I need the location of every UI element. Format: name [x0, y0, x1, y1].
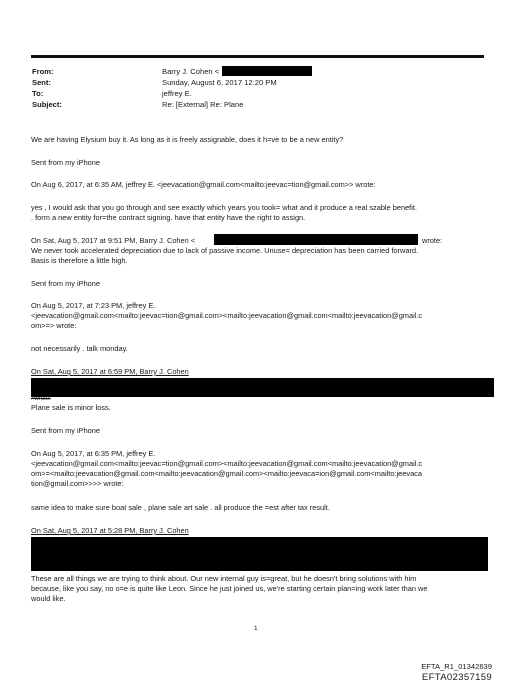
sent-value: Sunday, August 6, 2017 12:20 PM: [162, 78, 277, 87]
body-paragraph: not necessarily . talk monday.: [31, 344, 128, 353]
header-divider: [31, 55, 484, 58]
quote-header: On Aug 5, 2017, at 6:35 PM, jeffrey E.: [31, 449, 156, 458]
quote-header: On Aug 5, 2017, at 7:23 PM, jeffrey E.: [31, 301, 156, 310]
from-label: From:: [32, 67, 54, 76]
redaction-bar: [31, 378, 494, 397]
body-paragraph: These are all things we are trying to think about. Our new internal guy is=great, but he doesn't bring solutions with him: [31, 574, 417, 583]
body-paragraph: We never took accelerated depreciation due to lack of passive income. Unuse= depreciation has been carried forward.: [31, 246, 419, 255]
quote-header: <jeevacation@gmail.com<mailto:jeevac=tion@gmail.com><mailto:jeevacation@gmail.com<mailto:jeevacation@gmail.c: [31, 311, 423, 320]
sent-label: Sent:: [32, 78, 51, 87]
quote-header: om>=<mailto:jeevacation@gmail.com<mailto:jeevacation@gmail.com><mailto:jeevaca=ion@gmail.com<mailto:jeevaca: [31, 469, 422, 478]
signature-line: Sent from my iPhone: [31, 279, 101, 288]
quote-header-wrote: wrote:: [422, 236, 443, 245]
body-paragraph: because, like you say, no o=e is quite like Leon. Since he just joined us, we're starting certain plan=ing work later than we: [31, 584, 428, 593]
quote-header: om>=> wrote:: [31, 321, 77, 330]
quote-header: On Aug 6, 2017, at 6:35 AM, jeffrey E. <jeevacation@gmail.com<mailto:jeevac=tion@gmail.com>> wrote:: [31, 180, 376, 189]
subject-value: Re: [External] Re: Plane: [162, 100, 244, 109]
document-id-2: EFTA02357159: [421, 672, 492, 683]
body-paragraph: . form a new entity for=the contract signing. have that entity have the right to assign.: [31, 213, 306, 222]
quote-header: On Sat, Aug 5, 2017 at 6:59 PM, Barry J. Cohen: [31, 367, 189, 376]
body-paragraph: Plane sale is minor loss.: [31, 403, 111, 412]
to-value: jeffrey E.: [162, 89, 192, 98]
quote-header: On Sat, Aug 5, 2017 at 5:28 PM, Barry J. Cohen: [31, 526, 189, 535]
body-paragraph: would like.: [31, 594, 66, 603]
body-paragraph: same idea to make sure boat sale , plane sale art sale . all produce the =est after tax result.: [31, 503, 330, 512]
quote-header: <jeevacation@gmail.com<mailto:jeevac=tion@gmail.com><mailto:jeevacation@gmail.com<mailto:jeevacation@gmail.c: [31, 459, 423, 468]
to-label: To:: [32, 89, 44, 98]
quote-header: On Sat, Aug 5, 2017 at 9:51 PM, Barry J. Cohen <: [31, 236, 196, 245]
body-paragraph: We are having Elysium buy it. As long as it is freely assignable, does it h=ve to be a new entity?: [31, 135, 344, 144]
document-id-1: EFTA_R1_01342639: [421, 662, 492, 671]
redaction-bar: [222, 66, 312, 76]
signature-line: Sent from my iPhone: [31, 426, 101, 435]
body-paragraph: Basis is therefore a little high.: [31, 256, 128, 265]
redaction-bar: [214, 234, 418, 245]
subject-label: Subject:: [32, 100, 62, 109]
quote-header-wrote: >wrote:: [31, 396, 51, 402]
from-value: Barry J. Cohen <: [162, 67, 220, 76]
body-paragraph: yes , I would ask that you go through and see exactly which years you took= what and it produce a real szable benefit.: [31, 203, 417, 212]
quote-header: tion@gmail.com>>>> wrote:: [31, 479, 124, 488]
signature-line: Sent from my iPhone: [31, 158, 101, 167]
redaction-bar: [31, 537, 488, 571]
page-number: 1: [254, 625, 258, 632]
